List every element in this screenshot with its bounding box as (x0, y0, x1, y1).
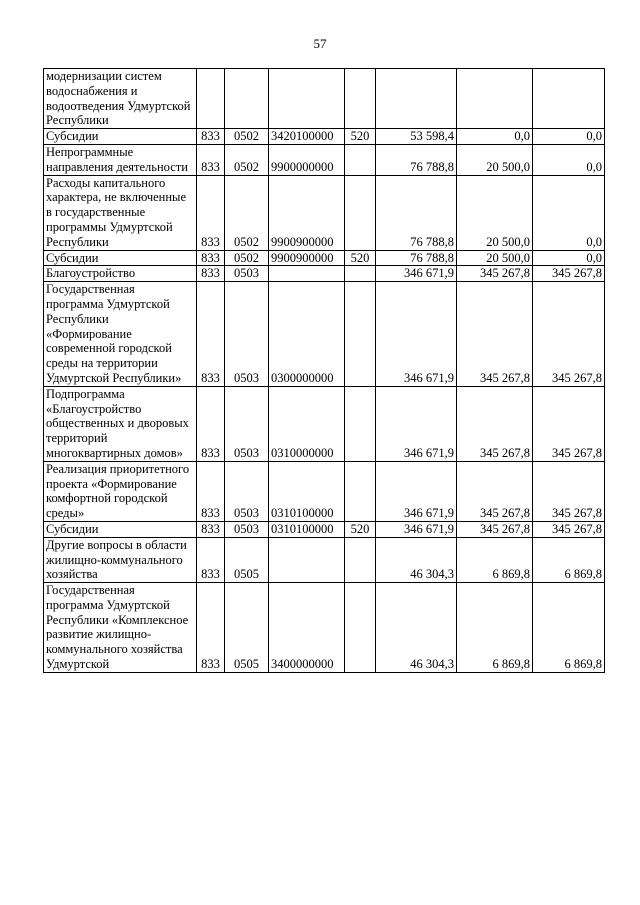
cell-amount-year1: 76 788,8 (376, 250, 457, 266)
cell-section: 0503 (225, 282, 269, 387)
table-row (44, 386, 605, 461)
cell-section: 0503 (225, 461, 269, 521)
cell-target-article: 3420100000 (269, 129, 345, 145)
cell-glava (197, 69, 225, 129)
table-row (44, 461, 605, 521)
cell-amount-year2: 20 500,0 (457, 144, 533, 175)
cell-glava: 833 (197, 266, 225, 282)
cell-expense-type (345, 583, 376, 673)
cell-name: Благоустройство (44, 266, 197, 282)
cell-amount-year1: 53 598,4 (376, 129, 457, 145)
cell-amount-year2: 20 500,0 (457, 175, 533, 250)
cell-amount-year3: 345 267,8 (533, 282, 605, 387)
cell-amount-year3: 6 869,8 (533, 537, 605, 582)
cell-target-article: 0310000000 (269, 386, 345, 461)
cell-glava: 833 (197, 282, 225, 387)
cell-name: Субсидии (44, 129, 197, 145)
cell-amount-year1: 346 671,9 (376, 461, 457, 521)
cell-amount-year2: 345 267,8 (457, 386, 533, 461)
cell-target-article (269, 69, 345, 129)
cell-expense-type (345, 386, 376, 461)
cell-expense-type: 520 (345, 521, 376, 537)
cell-glava: 833 (197, 583, 225, 673)
cell-section: 0502 (225, 250, 269, 266)
cell-target-article: 0300000000 (269, 282, 345, 387)
cell-target-article: 0310100000 (269, 461, 345, 521)
cell-glava: 833 (197, 537, 225, 582)
cell-name: Подпрограмма «Благоустройство общественных и дворовых территорий многоквартирных домов» (44, 386, 197, 461)
cell-amount-year1 (376, 69, 457, 129)
page-number: 57 (313, 36, 327, 51)
cell-amount-year3: 0,0 (533, 250, 605, 266)
cell-amount-year1: 46 304,3 (376, 583, 457, 673)
cell-amount-year3 (533, 69, 605, 129)
cell-target-article (269, 537, 345, 582)
cell-name: Другие вопросы в области жилищно-коммунального хозяйства (44, 537, 197, 582)
cell-name: модернизации систем водоснабжения и водоотведения Удмуртской Республики (44, 69, 197, 129)
cell-amount-year1: 346 671,9 (376, 282, 457, 387)
cell-amount-year1: 76 788,8 (376, 175, 457, 250)
cell-amount-year2: 20 500,0 (457, 250, 533, 266)
cell-amount-year2: 345 267,8 (457, 282, 533, 387)
cell-target-article (269, 266, 345, 282)
cell-glava: 833 (197, 461, 225, 521)
cell-glava: 833 (197, 521, 225, 537)
cell-name: Реализация приоритетного проекта «Формирование комфортной городской среды» (44, 461, 197, 521)
cell-name: Государственная программа Удмуртской Республики «Формирование современной городской среды на территории Удмуртской Республики» (44, 282, 197, 387)
cell-target-article: 0310100000 (269, 521, 345, 537)
cell-name: Субсидии (44, 250, 197, 266)
cell-name: Расходы капитального характера, не включенные в государственные программы Удмуртской Республики (44, 175, 197, 250)
table-row (44, 175, 605, 250)
cell-amount-year1: 346 671,9 (376, 266, 457, 282)
table-row (44, 583, 605, 673)
cell-section: 0505 (225, 583, 269, 673)
cell-target-article: 3400000000 (269, 583, 345, 673)
cell-section: 0503 (225, 266, 269, 282)
table-row (44, 144, 605, 175)
table-row (44, 250, 605, 266)
cell-glava: 833 (197, 129, 225, 145)
table-row (44, 537, 605, 582)
cell-amount-year2: 345 267,8 (457, 266, 533, 282)
table-row (44, 129, 605, 145)
cell-section: 0503 (225, 521, 269, 537)
cell-section: 0503 (225, 386, 269, 461)
cell-amount-year1: 76 788,8 (376, 144, 457, 175)
cell-section (225, 69, 269, 129)
cell-amount-year1: 46 304,3 (376, 537, 457, 582)
cell-section: 0502 (225, 129, 269, 145)
cell-amount-year3: 6 869,8 (533, 583, 605, 673)
table-row (44, 282, 605, 387)
cell-expense-type: 520 (345, 129, 376, 145)
cell-target-article: 9900000000 (269, 144, 345, 175)
cell-amount-year3: 0,0 (533, 175, 605, 250)
cell-amount-year3: 345 267,8 (533, 386, 605, 461)
cell-amount-year3: 345 267,8 (533, 521, 605, 537)
cell-name: Непрограммные направления деятельности (44, 144, 197, 175)
budget-table (43, 68, 605, 673)
cell-amount-year2 (457, 69, 533, 129)
cell-amount-year3: 0,0 (533, 129, 605, 145)
cell-glava: 833 (197, 386, 225, 461)
cell-amount-year2: 345 267,8 (457, 461, 533, 521)
cell-section: 0505 (225, 537, 269, 582)
cell-glava: 833 (197, 175, 225, 250)
cell-expense-type (345, 69, 376, 129)
cell-expense-type: 520 (345, 250, 376, 266)
cell-expense-type (345, 144, 376, 175)
cell-expense-type (345, 282, 376, 387)
cell-section: 0502 (225, 175, 269, 250)
cell-name: Субсидии (44, 521, 197, 537)
table-row (44, 266, 605, 282)
table-row (44, 69, 605, 129)
cell-expense-type (345, 266, 376, 282)
cell-target-article: 9900900000 (269, 175, 345, 250)
cell-name: Государственная программа Удмуртской Республики «Комплексное развитие жилищно-коммунального хозяйства Удмуртской (44, 583, 197, 673)
cell-amount-year2: 6 869,8 (457, 583, 533, 673)
cell-section: 0502 (225, 144, 269, 175)
cell-expense-type (345, 537, 376, 582)
cell-expense-type (345, 175, 376, 250)
cell-amount-year2: 6 869,8 (457, 537, 533, 582)
cell-glava: 833 (197, 250, 225, 266)
cell-amount-year3: 345 267,8 (533, 461, 605, 521)
cell-amount-year1: 346 671,9 (376, 386, 457, 461)
table-row (44, 521, 605, 537)
cell-glava: 833 (197, 144, 225, 175)
cell-amount-year2: 0,0 (457, 129, 533, 145)
cell-target-article: 9900900000 (269, 250, 345, 266)
cell-amount-year2: 345 267,8 (457, 521, 533, 537)
cell-amount-year3: 0,0 (533, 144, 605, 175)
cell-amount-year3: 345 267,8 (533, 266, 605, 282)
cell-expense-type (345, 461, 376, 521)
cell-amount-year1: 346 671,9 (376, 521, 457, 537)
